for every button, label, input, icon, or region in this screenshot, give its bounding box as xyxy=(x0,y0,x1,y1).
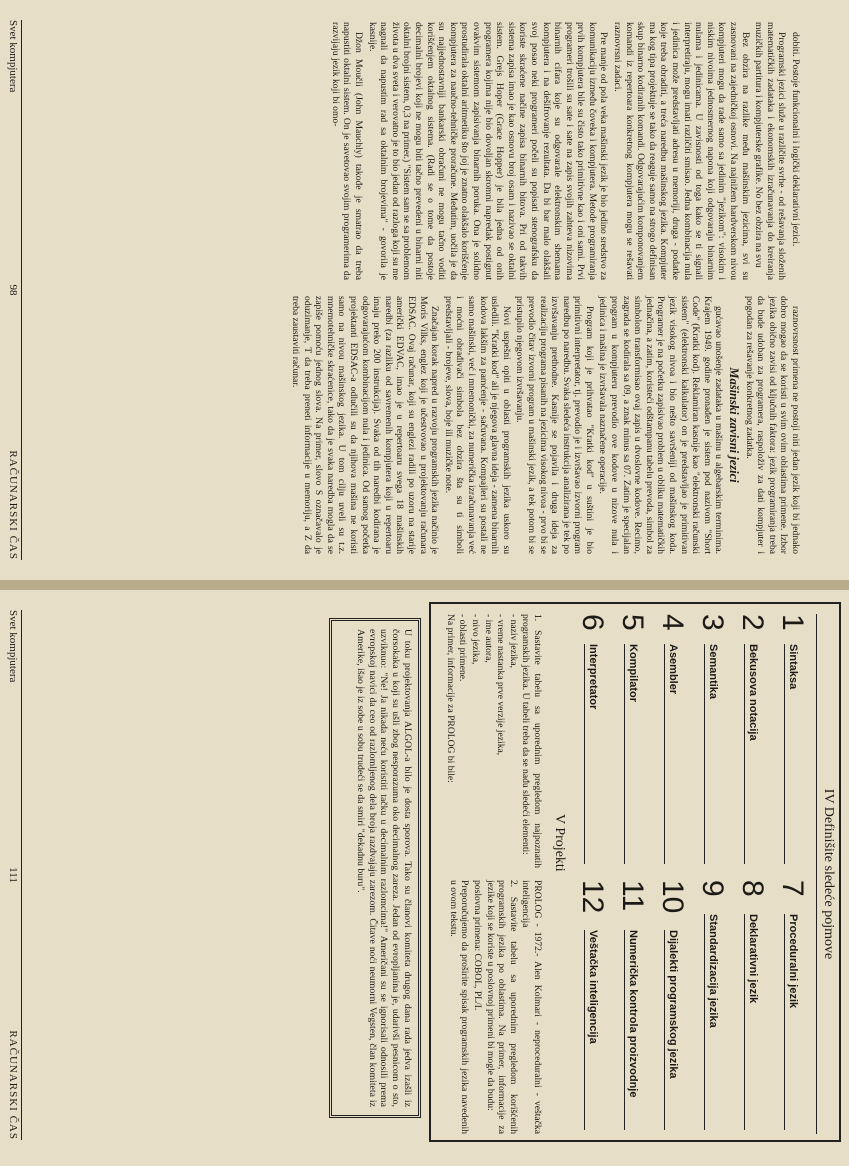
term-12 xyxy=(575,880,609,1130)
definitions-frame xyxy=(429,602,841,1142)
term-1 xyxy=(775,614,809,864)
paragraph: dobiti. Postoje funkcionalni i logički deklarativni jezici. xyxy=(790,32,801,247)
term-number: 8 xyxy=(736,880,769,897)
answer-line[interactable] xyxy=(584,644,585,864)
paragraph: Programski jezici služe u različite svrhe - od rešavanja složenih matematičkih zadataka i ekonomskih izračunavanja do kreiranja muzičkih partitura i kompjuterske grafike. No bez obzira na svu xyxy=(753,22,788,280)
paragraph: 2. Sastavite tabelu sa uporednim pregledom korišćenih programskih jezika po oblastima. Na primer, informacije za jezike koji se koriste u poslovnoj primeni bi mogle da budu: xyxy=(484,880,519,1134)
right-page xyxy=(0,590,849,1160)
term-label: Dijalekti programskog jezika xyxy=(667,930,679,1079)
paragraph: PROLOG - 1972.- Alen Kolmari - neproceduralni - veštačka inteligencija xyxy=(520,880,543,1134)
page-number: 98 xyxy=(7,284,19,296)
answer-line[interactable] xyxy=(624,930,625,1130)
term-number: 7 xyxy=(776,880,809,897)
section-name: RAČUNARSKI ČAS xyxy=(7,450,19,560)
answer-line[interactable] xyxy=(704,644,705,864)
answer-line[interactable] xyxy=(744,644,745,864)
page-footer xyxy=(6,20,22,560)
term-4 xyxy=(655,614,689,864)
section-heading: Mašinski zavisni jezici xyxy=(727,367,742,483)
list-item: - nivo jezika, xyxy=(470,614,482,665)
list-item: - vreme nastanka prve verzije jezika, xyxy=(495,614,507,756)
term-label: Semantika xyxy=(707,644,719,700)
paragraph: Na primer, informacije za PROLOG bi bile: xyxy=(444,614,456,783)
answer-line[interactable] xyxy=(784,644,785,864)
left-column-1 xyxy=(327,22,801,280)
paragraph: Preporučujemo da proširite spisak programskih jezika navedenih u ovom tekstu. xyxy=(447,880,471,1134)
term-label: Sintaksa xyxy=(787,644,799,690)
projects-column-1 xyxy=(443,614,543,868)
term-number: 1 xyxy=(776,614,809,631)
paragraph: gućavao unošenje zadataka u mašinu u algebarskim terminima. Krajem 1949. godine pronađen je sistem pod nazivom "Short Code" (Kratki kod). Reklamiran kasnije kao "elektronski računski sistem" (elektronski kalkulator) on je predstavljao je primitivan jezik visokog nivoa i bio nešto savršeniji od mašinskog koda. Programer je na početku zapisivao problem u obliku matematičkih jednačina, a zatim, koristeći odštampanu tabelu prevoda, simbol za simbolom transformisao ovaj zapis u dvoslovne kodove. Recimo, zagrada se kodirala sa 09, a znak minus sa 07. Zatim je specijalan program u kompjuteru prevodio ove kodove u nizove nula i jedinica i mašina je izvršavala naznačene operacije. xyxy=(597,296,725,554)
term-number: 2 xyxy=(736,614,769,631)
section-iv-title: IV Definišite sledeće pojmove xyxy=(816,614,839,1134)
section-v-title: V Projekti xyxy=(552,814,567,872)
projects-column-2 xyxy=(446,880,543,1134)
paragraph: Novi uspešni opiti u oblasti programskih jezika uskoro su usledili. "Kratki kod" ali je njegova glavna ideja - zamena binarnih kodova lakšim za pamćenje - sačuvana. Kompajleri su postali ne samo mašinski, već i mnemonički, za numerička izračunavanja već i moćni obrađivači simbola bez obzira šta su ti simboli predstavljali - brojeve, slova, boje ili muzičke note. xyxy=(442,296,512,554)
paragraph: poslovna primena: COBOL, PL/I. xyxy=(472,880,484,1011)
page-footer xyxy=(6,610,22,1140)
term-number: 6 xyxy=(576,614,609,631)
term-8 xyxy=(735,880,769,1130)
answer-line[interactable] xyxy=(744,914,745,1130)
term-number: 10 xyxy=(656,880,689,914)
term-label: Bekusova notacija xyxy=(747,644,759,741)
term-7 xyxy=(775,880,809,1130)
term-number: 11 xyxy=(616,880,649,912)
term-label: Interpretator xyxy=(587,644,599,710)
term-11 xyxy=(615,880,649,1130)
term-3 xyxy=(695,614,729,864)
page-number: 111 xyxy=(7,867,19,883)
term-9 xyxy=(695,880,729,1130)
term-number: 9 xyxy=(696,880,729,897)
term-5 xyxy=(615,614,649,864)
answer-line[interactable] xyxy=(704,914,705,1130)
term-label: Deklarativni jezik xyxy=(747,914,759,1004)
term-6 xyxy=(575,614,609,864)
answer-line[interactable] xyxy=(624,644,625,864)
term-label: Numerička kontrola proizvodnje xyxy=(627,930,639,1098)
section-name: RAČUNARSKI ČAS xyxy=(7,1030,19,1140)
term-number: 3 xyxy=(696,614,729,631)
term-label: Kompilator xyxy=(627,644,639,703)
paragraph: Značajan korak napred u razvoju programskih jezika načinio je Moris Vilks, englez koji je učestvovao u projektovanju računara EDSAC. Ovaj računar, koji su englezi radili po uzoru na starije američki EDVAC, imao je u repertoaru svega 18 mašinskih naredbi (za razliku od savremenih kompjutera koji u repertoaru imaju preko 200 instrukcija). Svaka od tih naredbi kodirana je odgovarajućom kombinacijom nula i jedinica. Od samog početka projektanti EDSAC-a odlučili su da njihova mašina ne koristi samo na nivou mašinskog jezika. U tom cilju uveli su t.z. mnemotehničke skraćenice, tako da je svaka naredba mogla da se zapiše pomoću jednog slova. Na primer, slovo S označavalo je oduzimanje, T da treba preneti informacije u memoriju, a Z da treba zaustaviti računar. xyxy=(290,296,441,554)
paragraph: Džon Moučli (John Mauchly) takođe je smatrao da treba napustiti oktalni sistem. On je savetovao svojim programerima da razvijaju jezik koji bi omo- xyxy=(329,22,365,280)
term-label: Veštačka inteligencija xyxy=(587,930,599,1044)
term-number: 4 xyxy=(656,614,689,631)
paragraph: Bez obzira na razlike među mašinskim jezicima, svi su zasnovani na zajedničkoj osnovi. Na najnižem hardverskom nivou kompjuteri mogu da rade samo sa jedinim "jezikom": visokim i niskim nivoima jednosmernog napona koji odgovaraju binarnim nulama i jedinicama. U zavisnosti od toga kako se ti signali interpretiraju, mogu imati različiti smisao. Jedna kombinacija nula i jedinica može predstavljati adresu u memoriji, druga - podatke koje treba obraditi, a treća naredbu mašinskog jezika. Kompjuter ma kog tipa projektuje se tako da reaguje samo na strogo definisan skup binarno kodiranih komandi. Odgovarajućim komponovanjem komandi iz repertoara konkretnog kompjutera mogu se rešavati raznovrsni zadaci. xyxy=(612,22,751,280)
list-item: - ime autora, xyxy=(482,614,494,663)
term-2 xyxy=(735,614,769,864)
answer-line[interactable] xyxy=(664,644,665,864)
answer-line[interactable] xyxy=(664,930,665,1130)
anecdote-box: U toku projektovanja ALGOL-a bilo je dosta sporova. Tako su članovi komiteta drugog dana rada jedva izašli iz čorsokaka u koji su ušli zbog nesporazuma oko decimalnog zareza. Jedan od evropljanina je, udarivši pesnicom o sto, uzviknuo: "Ne! Ja nikada neću koristiti tačku u decimalnim razlomcima!" Američani su se ignorisali odnosili prema evropskoj navici da ceo od razlomljenog dela broja razdvajaju zarezom. Čitave noći neumorni Vegsten, član komiteta iz Amerike, išao je iz sobe u sobu trudeći se da smiri "dekadnu buru". xyxy=(329,618,421,1118)
paragraph: 1. Sastavite tabelu sa uporednim pregledom najpoznatih programskih jezika. U tabeli treba da se nađu sledeći elementi: xyxy=(520,614,543,868)
term-number: 5 xyxy=(616,614,649,631)
term-label: Proceduralni jezik xyxy=(787,914,799,1009)
paragraph: raznovrsnost primena ne postoji niti jedan jezik koji bi jednako dobro mogao da se koristi u svim ovim oblastima primene. Izbor jezika obično zavisi od ključnih faktora: jezik programiranja treba da bude udoban za programera, raspoloživ za dati kompjuter i pogodan za rešavanje konkretnog zadatka. xyxy=(743,296,801,554)
left-page xyxy=(0,0,849,580)
term-label: Standardizacija jezika xyxy=(707,914,719,1028)
term-label: Asembler xyxy=(667,644,679,695)
magazine-name: Svet kompjutera xyxy=(7,20,19,93)
term-10 xyxy=(655,880,689,1130)
term-number: 12 xyxy=(576,880,609,914)
list-item: - naziv jezika, xyxy=(507,614,519,669)
answer-line[interactable] xyxy=(784,914,785,1130)
left-column-2 xyxy=(287,296,801,554)
page-gutter xyxy=(0,580,849,590)
list-item: - oblasti primene. xyxy=(457,614,469,682)
magazine-name: Svet kompjutera xyxy=(7,610,19,683)
paragraph: Program koji je prihvatao "Kratki kod" u suštini je bio primitivni interpretator, tj. prevodio je i izvršavao izvorni program naredbu po naredbu. Svaka sledeća instrukcija analizirana je tek po izvršavanju prethodne. Kasnije se pojavila i druga ideja za realizaciju programa pisanih na jezicima visokog nivoa - prvo bi se prevodio čitav izvorni program u mašinski jezik, a tek potom bi se pristupilo njegovom izvršavanju. xyxy=(514,296,595,554)
paragraph: Pre manje od pola veka mašinski jezik je bio jedino sredstvo za komunikaciju između čoveka i kompjutera. Metode programiranja prvih kompjutera bile su čisto tako primitivne kao i oni sami. Prvi programeri trošili su sate i sate na zapis svojih zahteva nizovima binarnih cifara koje su odgovarale elektronskim shemama kompjutera i na dešifrovanje rezultata. Da bi bar malo olakšali svoj posao neki programeri počeli su popisati stenografsku da koriste skraćene načine zapisa binarnih bitova. Pri od takvih sistema zapisa imao je kao osnovu broj osam i nazivao se oktalni sistem. Grejs Hoper (Grace Hopper) je bila jedna od onih programera kojima nije bio dovoljan skromni napredak postignut ovakvim sistemom zapisivanja binarnih poruka. Ona je solidno prostudirala oktalni aritmetiku što joj je znatno olakšalo korišćenje kompjutera za naučno-tehničke proračune. Međutim, uočila je da su najjednostavniji bankarski obračuni ne mogu tačno voditi korišćenjem oktalnog sistema. (Radi se o tome da postoje decimalni brojevi koji ne mogu biti tačno prevedeni u binarni niti oktalni brojni sistem, 0,3 na primer.) "Sistem sam se sa problemom života u dva sveta i verovatno je to bio jedan od razloga koji su me nagnali da napustim rad sa oktalnim brojevima" - govorila je kasnije. xyxy=(366,22,610,280)
answer-line[interactable] xyxy=(584,930,585,1130)
